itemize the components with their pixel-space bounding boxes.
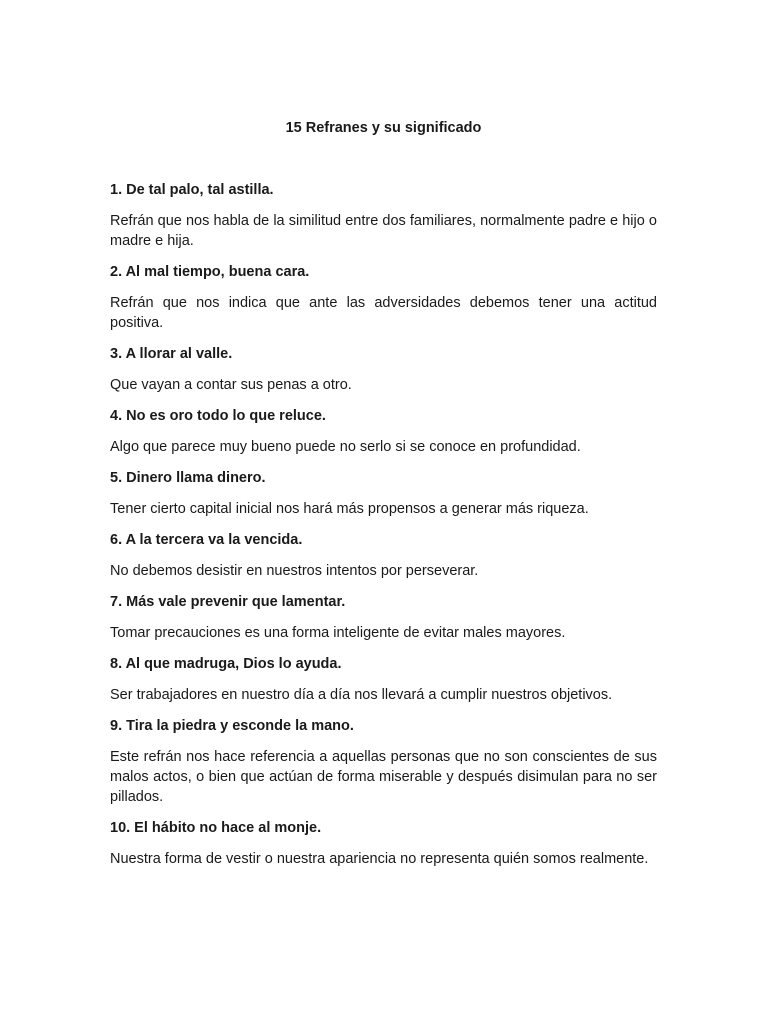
refran-heading: 4. No es oro todo lo que reluce.	[110, 408, 326, 424]
refran-heading: 8. Al que madruga, Dios lo ayuda.	[110, 656, 342, 672]
refran-heading: 10. El hábito no hace al monje.	[110, 820, 322, 836]
document-title: 15 Refranes y su significado	[285, 120, 482, 136]
refran-heading: 2. Al mal tiempo, buena cara.	[110, 264, 310, 280]
refran-meaning: Tomar precauciones es una forma inteligente de evitar males mayores.	[110, 625, 566, 641]
refran-entry-9	[110, 716, 657, 807]
refran-entry-7	[110, 592, 657, 643]
refran-entry-4	[110, 406, 657, 457]
refran-heading: 1. De tal palo, tal astilla.	[110, 182, 274, 198]
refran-meaning: Nuestra forma de vestir o nuestra apariencia no representa quién somos realmente.	[110, 851, 649, 867]
refran-meaning: Algo que parece muy bueno puede no serlo si se conoce en profundidad.	[110, 439, 581, 455]
refran-meaning: Ser trabajadores en nuestro día a día nos llevará a cumplir nuestros objetivos.	[110, 687, 613, 703]
refran-heading: 5. Dinero llama dinero.	[110, 470, 266, 486]
refran-meaning: Refrán que nos habla de la similitud entre dos familiares, normalmente padre e hijo o madre e hija.	[110, 213, 657, 249]
refran-entry-8	[110, 654, 657, 705]
refran-entry-2	[110, 262, 657, 333]
refran-heading: 7. Más vale prevenir que lamentar.	[110, 594, 346, 610]
refran-heading: 6. A la tercera va la vencida.	[110, 532, 303, 548]
refran-meaning: Tener cierto capital inicial nos hará más propensos a generar más riqueza.	[110, 501, 589, 517]
refran-meaning: Refrán que nos indica que ante las adversidades debemos tener una actitud positiva.	[110, 295, 657, 331]
refran-entry-3	[110, 344, 657, 395]
refran-heading: 3. A llorar al valle.	[110, 346, 233, 362]
refran-entry-5	[110, 468, 657, 519]
refran-meaning: Este refrán nos hace referencia a aquellas personas que no son conscientes de sus malos actos, o bien que actúan de forma miserable y después disimulan para no ser pillados.	[110, 749, 657, 805]
refran-heading: 9. Tira la piedra y esconde la mano.	[110, 718, 354, 734]
refran-entry-6	[110, 530, 657, 581]
refran-entry-1	[110, 180, 657, 251]
refranes-list	[110, 180, 657, 880]
refran-entry-10	[110, 818, 657, 869]
refran-meaning: Que vayan a contar sus penas a otro.	[110, 377, 352, 393]
refran-meaning: No debemos desistir en nuestros intentos por perseverar.	[110, 563, 479, 579]
